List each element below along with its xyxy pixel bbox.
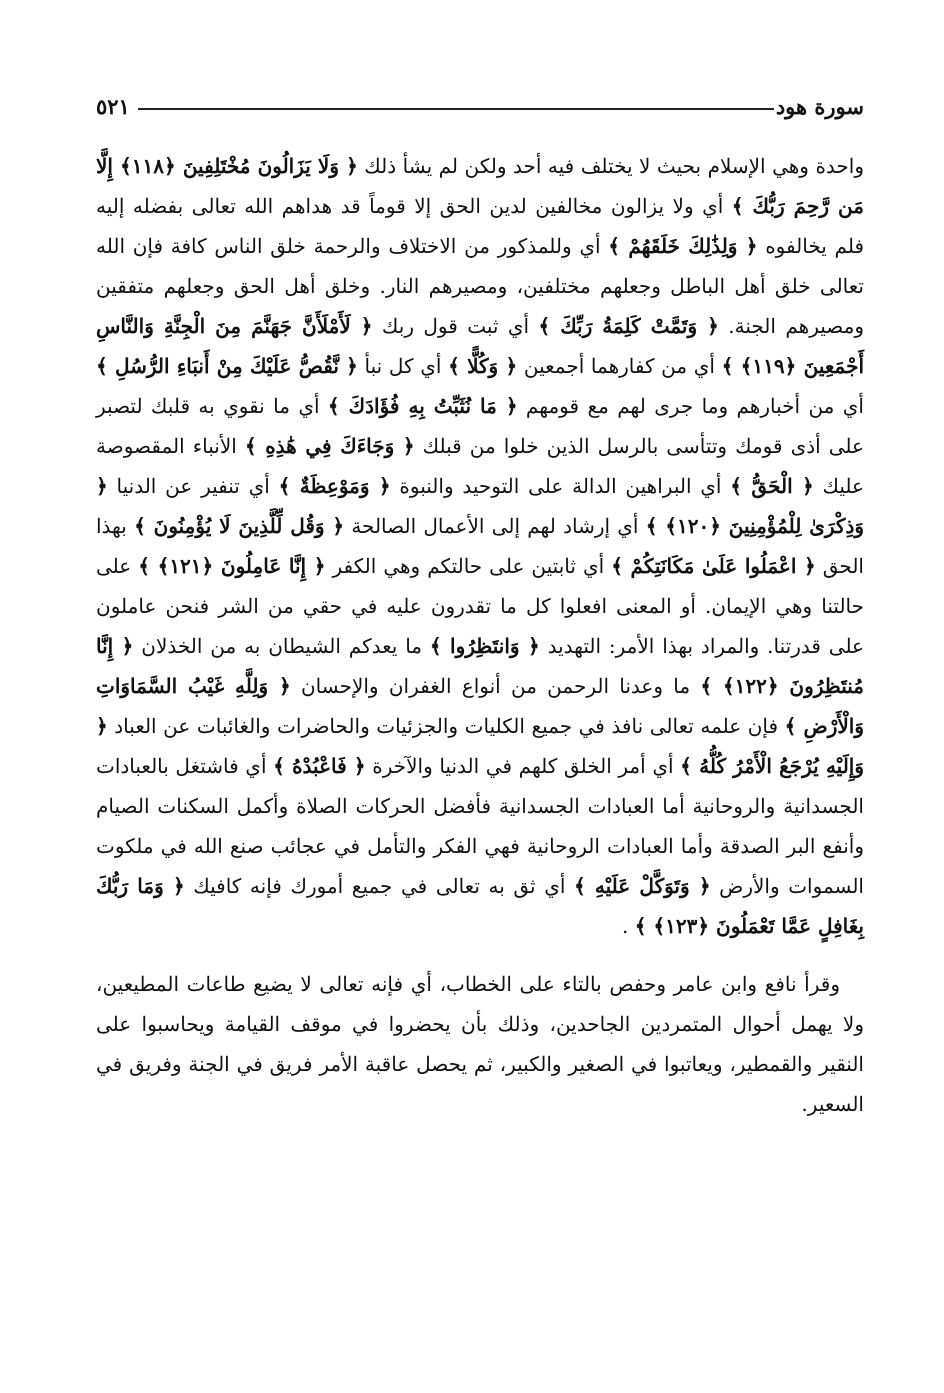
commentary-body xyxy=(96,146,864,1124)
header-rule xyxy=(138,108,774,110)
commentary-paragraph-1 xyxy=(96,146,864,946)
quran-verse: ﴿ إِنَّا عَامِلُونَ ﴿١٢١﴾ ﴾ xyxy=(138,554,326,578)
quran-verse: ﴿ وَذِكْرَىٰ لِلْمُؤْمِنِينَ ﴿١٢٠﴾ ﴾ xyxy=(96,474,865,538)
commentary-text: أي تنفير عن الدنيا xyxy=(107,474,279,498)
quran-verse: ﴿ لَأَمْلَأَنَّ جَهَنَّمَ مِنَ الْجِنَّةِ وَالنَّاسِ أَجْمَعِينَ ﴿١١٩﴾ ﴾ xyxy=(96,314,865,378)
commentary-text: أي ثابتين على حالتكم وهي الكفر xyxy=(325,554,612,578)
quran-verse: ﴿ نَّقُصُّ عَلَيْكَ مِنْ أَنبَاءِ الرُّسُلِ ﴾ xyxy=(96,354,358,378)
commentary-text: . xyxy=(622,914,635,938)
quran-verse: ﴿ مَا نُثَبِّتُ بِهِ فُؤَادَكَ ﴾ xyxy=(327,394,518,418)
quran-verse: ﴿ وَقُل لِّلَّذِينَ لَا يُؤْمِنُونَ ﴾ xyxy=(134,514,345,538)
commentary-text: أي ما نقوي به قلبك لتصبر على أذى قومك وتتأسى بالرسل الذين خلوا من قبلك xyxy=(96,394,864,458)
quran-verse: ﴿ وَمَا رَبُّكَ بِغَافِلٍ عَمَّا تَعْمَلُونَ ﴿١٢٣﴾ ﴾ xyxy=(96,874,864,938)
commentary-text: أي ولا يزالون مخالفين لدين الحق إلا قوماً قد هداهم الله تعالى بفضله إليه فلم يخالفوه xyxy=(96,194,864,258)
commentary-text: ما وعدنا الرحمن من أنواع الغفران والإحسان xyxy=(290,674,701,698)
commentary-text: أي إرشاد لهم إلى الأعمال الصالحة xyxy=(344,514,646,538)
commentary-text: الأنباء المقصوصة عليك xyxy=(96,434,864,498)
commentary-text: واحدة وهي الإسلام بحيث لا يختلف فيه أحد ولكن لم يشأ ذلك xyxy=(357,154,865,178)
commentary-text: أي فاشتغل بالعبادات الجسدانية والروحانية أما العبادات الجسدانية فأفضل الحركات الصلاة وأكمل السكنات الصيام وأنفع البر الصدقة وأما العبادات الروحانية فهي الفكر والتأمل في عجائب صنع الله في ملكوت السموات والأرض xyxy=(96,754,864,898)
quran-verse: ﴿ وَكُلًّا ﴾ xyxy=(448,354,518,378)
quran-verse: ﴿ اعْمَلُوا عَلَىٰ مَكَانَتِكُمْ ﴾ xyxy=(611,554,816,578)
quran-verse: ﴿ وَتَمَّتْ كَلِمَةُ رَبِّكَ ﴾ xyxy=(538,314,719,338)
quran-verse: ﴿ فَاعْبُدْهُ ﴾ xyxy=(273,754,366,778)
quran-verse: ﴿ وَانتَظِرُوا ﴾ xyxy=(429,634,540,658)
quran-verse: ﴿ إِنَّا مُنتَظِرُونَ ﴿١٢٢﴾ ﴾ xyxy=(96,634,864,698)
quran-verse: ﴿ وَلَا يَزَالُونَ مُخْتَلِفِينَ ﴿١١٨﴾ إِلَّا مَن رَّحِمَ رَبُّكَ ﴾ xyxy=(96,154,864,218)
quran-verse: ﴿ وَتَوَكَّلْ عَلَيْهِ ﴾ xyxy=(574,874,711,898)
commentary-text: وقرأ نافع وابن عامر وحفص بالتاء على الخطاب، أي فإنه تعالى لا يضيع طاعات المطيعين، ولا يهمل أحوال المتمردين الجاحدين، وذلك بأن يحضروا في موقف القيامة ويحاسبوا على النقير والقمطير، ويعاتبوا في الصغير والكبير، ثم يحصل عاقبة الأمر فريق في الجنة وفريق في السعير. xyxy=(96,972,864,1116)
commentary-text: أي من كفارهما أجمعين xyxy=(517,354,722,378)
commentary-text: على حالتنا وهي الإيمان. أو المعنى افعلوا كل ما تقدرون عليه في حقي من الشر فنحن عاملون على قدرتنا. والمراد بهذا الأمر: التهديد xyxy=(96,554,864,658)
commentary-text: أي أمر الخلق كلهم في الدنيا والآخرة xyxy=(365,754,681,778)
surah-name: سورة هود xyxy=(775,94,864,119)
quran-verse: ﴿ وَمَوْعِظَةٌ ﴾ xyxy=(278,474,391,498)
commentary-text: أي من أخبارهم وما جرى لهم مع قومهم xyxy=(517,394,864,418)
page-header xyxy=(96,92,864,126)
commentary-text: أي ثبت قول ربك xyxy=(372,314,539,338)
commentary-text: فإن علمه تعالى نافذ في جميع الكليات والجزئيات والحاضرات والغائبات عن العباد xyxy=(107,714,785,738)
page-number: ٥٢١ xyxy=(96,94,130,119)
quran-verse: ﴿ وَجَاءَكَ فِي هَٰذِهِ ﴾ xyxy=(244,434,415,458)
quran-verse: ﴿ وَإِلَيْهِ يُرْجَعُ الْأَمْرُ كُلُّهُ ﴾ xyxy=(96,714,865,778)
quran-verse: ﴿ وَلِلَّهِ غَيْبُ السَّمَاوَاتِ وَالْأَرْضِ ﴾ xyxy=(96,674,864,738)
commentary-text: أي البراهين الدالة على التوحيد والنبوة xyxy=(390,474,731,498)
commentary-paragraph-2 xyxy=(96,964,864,1124)
quran-verse: ﴿ الْحَقُّ ﴾ xyxy=(730,474,814,498)
commentary-text: أي ثق به تعالى في جميع أمورك فإنه كافيك xyxy=(184,874,574,898)
quran-verse: ﴿ وَلِذَٰلِكَ خَلَقَهُمْ ﴾ xyxy=(608,234,758,258)
commentary-text: أي كل نبأ xyxy=(357,354,449,378)
commentary-text: ما يعدكم الشيطان به من الخذلان xyxy=(133,634,430,658)
commentary-text: أي وللمذكور من الاختلاف والرحمة خلق الناس كافة فإن الله تعالى خلق أهل الباطل وجعلهم مختلفين، ومصيرهم النار. وخلق أهل الحق وجعلهم متفقين ومصيرهم الجنة. xyxy=(96,234,864,338)
commentary-text: بهذا الحق xyxy=(96,514,864,578)
